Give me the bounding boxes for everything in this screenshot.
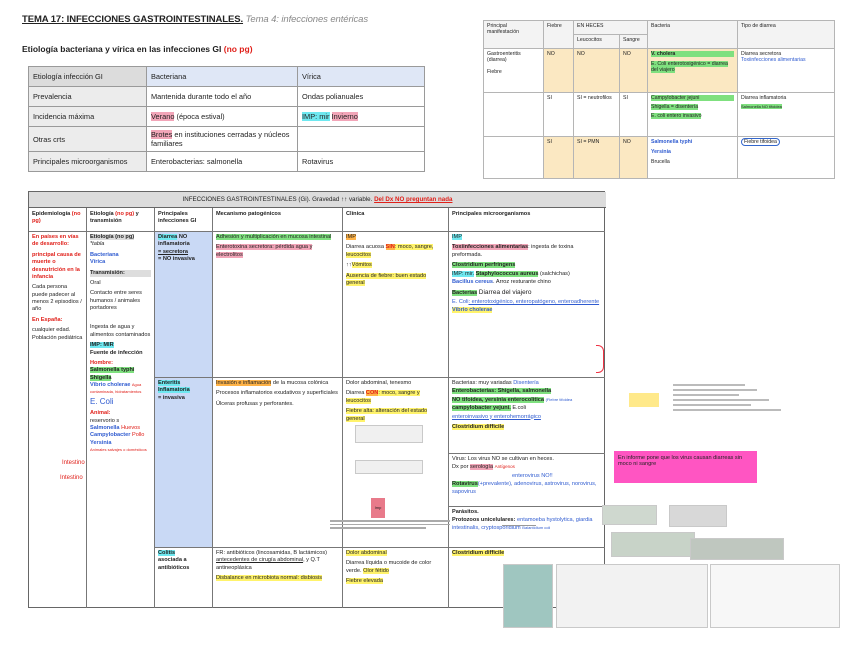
imp-badge: Imp bbox=[371, 498, 385, 518]
table-row: Etiología infección GI Bacteriana Vírica bbox=[29, 67, 425, 87]
topic-title-main: TEMA 17: INFECCIONES GASTROINTESTINALES. bbox=[22, 14, 244, 25]
col-main-infections: Principales infecciones GI Diarrea NO inflamatoria = secretora = NO invasiva Enteritis Inflamatoria = invasiva Colitis asociada a antibióticos bbox=[155, 208, 213, 608]
pasted-image bbox=[355, 460, 423, 474]
pink-note: En informe pone que los virus causan diarreas sin moco ni sangre bbox=[614, 451, 757, 483]
pasted-image bbox=[690, 538, 784, 560]
main-table-title: INFECCIONES GASTROINTESTINALES (Gi). Gravedad ↑↑ variable. Del Dx NO preguntan nada bbox=[29, 192, 606, 208]
table-row: Leucocitos Sangre bbox=[484, 35, 835, 49]
table-row: Principal manifestación Fiebre EN HECES Bacteria Tipo de diarrea bbox=[484, 21, 835, 35]
col-main-microorganisms: Principales microorganismos IMP Toxiinfecciones alimentarias: ingesta de toxina preformada. Clostridium perfringens IMP: mir. Staphylococcus aureus (salchichas) Bacillus cereus. Arroz resturante chino Bacterias Diarrea del viajero E. Coli: enterotoxigénico, enteropatógeno, enteroadherente Vibrio cholerae Bacterias: muy variadas Disentería Enterobacterias: Shigella, salmonella NO tifoidea, yersinia enterocolitica (Fiebre tifoidea campylobacter yejuni. E.coli enteroinvasivo y enterohemorrágico Clostridium difficile Virus: Los virus NO se cultivan en heces. Dx por serología Antígenos enterovirus NO!! Rotavirus(+prevalente), adenovirus, astrovirus, norovirus, sapovirus Parásitos. Protozoos unicelulares: entamoeba hystolytica, giardia intestinalis, cryptosporidium Balantidium coli Clostridium difficile bbox=[449, 208, 605, 608]
topic-subtitle: Tema 4: infecciones entéricas bbox=[245, 14, 369, 25]
pasted-image bbox=[611, 532, 695, 557]
table-row: Gastroenteritis (diarrea) Fiebre NO NO NO V. cholera E. Coli enterotoxigénico = diarrea del viajero Diarrea secretora Toxiinfecciones alimentarias bbox=[484, 49, 835, 93]
pasted-image bbox=[556, 564, 708, 628]
col-etiology: Etiología (no pg) y transmisión Etiología (no pg) *tabla Bacteriana Vírica Transmisión: Oral Contacto entre seres humanos / animales portadores Ingesta de agua y alimentos contaminados IMP: MIR Fuente de infección Hombre: Salmonella typhi Shigella Vibrio cholerae Agua contaminada, hidratamientos E. Coli Animal: reservorio s Salmonella Huevos Campylobacter Pollo Yersinia Animales salvajes o domésticos bbox=[87, 208, 155, 608]
pasted-image bbox=[355, 425, 423, 443]
side-note-intestino-2: Intestino bbox=[60, 475, 83, 481]
pasted-list-image bbox=[673, 381, 793, 421]
pasted-image bbox=[669, 505, 727, 527]
bracket-mark bbox=[596, 345, 604, 373]
gi-infections-table bbox=[28, 191, 605, 608]
topic-title bbox=[22, 14, 368, 25]
col-epidemiology: Epidemiología (no pg) En países en vías de desarrollo: principal causa de muerte o desnutrición en la infancia Cada persona puede padecer al menos 2 episodios / año En España: cualquier edad. Población pediátrica bbox=[29, 208, 87, 608]
table-row: SI SI = neutrofilos SI Campylobacter jejuni Shigella = disentería E. coli entero invasivo Diarrea inflamatoria Salmonella NO tifoidea bbox=[484, 93, 835, 137]
pasted-note-yellow bbox=[629, 393, 659, 407]
pasted-image bbox=[503, 564, 553, 628]
diarrhea-table bbox=[483, 20, 835, 179]
col-pathogenic-mechanisms: Mecanismo patogénicos Adhesión y multiplicación en mucosa intestinal Enterotoxina secretora: pérdida agua y electrolitos Invasión e inflamación de la mucosa colónica Procesos inflamatorios exudativos y superficiales Úlceras profusas y perforantes. FR: antibióticos (lincosamidas, B lactámicos) antecedentes de cirugía abdominal, y Q.T antineoplásica Disbalance en microbiota normal: disbiosis bbox=[213, 208, 343, 608]
table-row: Incidencia máxima Verano (época estival) IMP: mir Invierno bbox=[29, 107, 425, 127]
pasted-image bbox=[710, 564, 840, 628]
pasted-text-snippet bbox=[330, 518, 450, 532]
pasted-image bbox=[502, 516, 536, 526]
col-clinic: Clínica IMP Diarrea acuosa SIN: moco, sangre, leucocitos ↑↑Vómitos Ausencia de fiebre: buen estado general Dolor abdominal, tenesmo Diarrea CON: moco, sangre y leucocitos Fiebre alta: alteración del estado general Dolor abdominal Diarrea líquida o mucoide de color verde. Olor fétido Fiebre elevada bbox=[343, 208, 449, 608]
section-heading: Etiología bacteriana y vírica en las infecciones GI (no pg) bbox=[22, 44, 253, 54]
etiology-table bbox=[28, 66, 425, 172]
table-row: SI SI = PMN NO Salmonella typhi Yersinia Brucella Fiebre tifoidea bbox=[484, 137, 835, 179]
table-row: Prevalencia Mantenida durante todo el año Ondas polianuales bbox=[29, 87, 425, 107]
pasted-image bbox=[602, 505, 657, 525]
table-row: Otras crts Brotes en instituciones cerradas y núcleos familiares bbox=[29, 127, 425, 152]
no-pg-tag: (no pg) bbox=[223, 44, 253, 54]
side-note-intestino: Intestino bbox=[62, 460, 85, 466]
table-row: Principales microorganismos Enterobacterias: salmonella Rotavirus bbox=[29, 152, 425, 172]
